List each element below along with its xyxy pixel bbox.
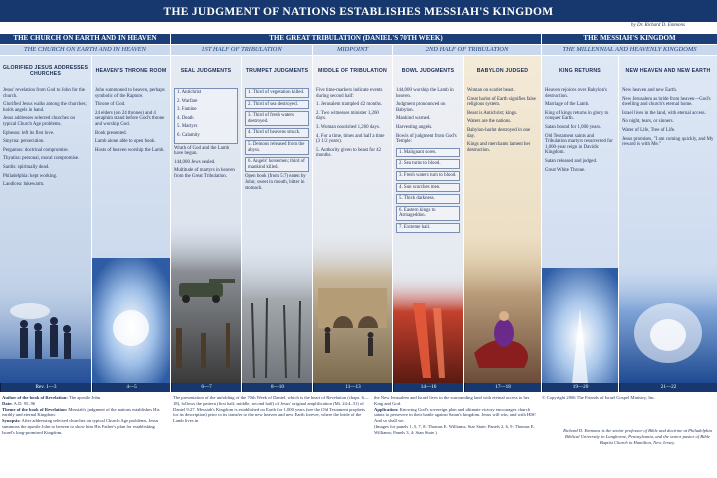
column-item: Jesus promises, "I am coming quickly, and My reward is with Me." <box>622 136 714 148</box>
column-item: New Jerusalem as bride from heaven—God's dwelling and church's eternal home. <box>622 96 711 108</box>
subheader-first-half: 1ST HALF OF TRIBULATION <box>171 45 312 55</box>
column-item: 4. Death <box>177 115 194 121</box>
column-item: Great White Throne. <box>545 167 586 173</box>
column-item: Beast is Antichrist; kings. <box>467 110 518 116</box>
column-item: Lamb alone able to open book. <box>95 139 156 145</box>
column-item: 6. Angels' horsemen; third of mankind killed. <box>245 157 309 172</box>
column-bowls <box>393 56 463 383</box>
column-item: Smyrna: persecution. <box>3 139 45 145</box>
column-item: Woman on scarlet beast. <box>467 88 515 93</box>
column-item: 5. Thick darkness. <box>396 194 460 204</box>
column-head: MIDDLE OF TRIBULATION <box>318 67 387 74</box>
note-label: Theme of the book of Revelation: <box>2 406 68 412</box>
column-item: Water of Life, Tree of Life. <box>622 127 676 133</box>
column-king-returns <box>542 56 618 383</box>
copyright: © Copyright 2006 The Friends of Israel Gospel Ministry, Inc. <box>542 395 656 400</box>
column-churches <box>0 56 91 383</box>
note-value: Knowing God's sovereign plan and ultimate victory encourages church saints to persevere in their battle against Satan's kingdom. Jesus will win, and with HIS! And so shall we. <box>374 406 536 424</box>
column-item: Thyatira: personal, moral compromise. <box>3 156 80 162</box>
jerusalem-illustration <box>313 233 392 383</box>
column-item: Ephesus: left its first love. <box>3 130 55 136</box>
column-item: 1. Antichrist <box>177 90 202 95</box>
header-kingdom: THE MESSIAH'S KINGDOM <box>542 34 717 44</box>
column-item: Harvesting angels. <box>396 124 433 130</box>
column-item: Marriage of the Lamb. <box>545 102 590 108</box>
bowl-judgments-illustration <box>393 273 463 383</box>
column-item: Multitude of martyrs in heaven from the Great Tribulation. <box>174 168 235 179</box>
trumpet-judgments-illustration <box>242 243 312 383</box>
column-item: Judgment pronounced on Babylon. <box>396 102 446 113</box>
babylon-illustration <box>464 233 541 383</box>
column-head: KING RETURNS <box>559 67 601 74</box>
ref-label: 14—16 <box>393 383 463 392</box>
subheader-church: THE CHURCH ON EARTH AND IN HEAVEN <box>0 45 170 55</box>
column-item: Throne of God. <box>95 102 126 108</box>
header-tribulation: THE GREAT TRIBULATION (DANIEL'S 70TH WEEK) <box>171 34 541 44</box>
column-item: 2. Sea turns to blood. <box>396 159 460 169</box>
notes-right <box>374 395 538 475</box>
glorified-jesus-illustration <box>0 273 91 383</box>
column-head: TRUMPET JUDGMENTS <box>245 67 309 74</box>
column-item: Waters are the nations. <box>467 119 512 125</box>
column-item: Hosts of heaven worship the Lamb. <box>95 147 165 153</box>
ref-label: Rev. 1—3 <box>0 383 91 392</box>
column-item: 4. Third of heavens struck. <box>245 128 309 138</box>
note-value: the New Jerusalem and Israel lives in the surrounding land with eternal access to her King and God. <box>374 395 530 406</box>
column-item: Satan bound for 1,000 years. <box>545 124 602 130</box>
column-head: BABYLON JUDGED <box>476 67 529 74</box>
column-item: King of kings returns in glory to conquer Earth. <box>545 110 609 122</box>
column-item: Wrath of God and the Lamb have begun. <box>174 145 230 157</box>
column-item: Glorified Jesus walks among the churches; holds angels in hand. <box>3 102 87 113</box>
column-item: Satan released and judged. <box>545 158 598 164</box>
column-throne-room <box>92 56 170 383</box>
column-item: Great harlot of Earth signifies false religious system. <box>467 96 536 108</box>
column-item: 1. Jerusalem trampled 42 months. <box>316 102 383 108</box>
column-item: 7. Extreme hail. <box>396 223 460 233</box>
column-head: GLORIFIED JESUS ADDRESSES CHURCHES <box>2 64 89 77</box>
ref-label: 17—18 <box>464 383 541 392</box>
column-item: 3. Fresh waters turn to blood. <box>396 171 460 181</box>
column-item: Pergamos: doctrinal compromise. <box>3 147 69 153</box>
note-label: Date: <box>2 400 13 406</box>
column-item: Old Testament saints and Tribulation martyrs resurrected for 1,000-year reign in Davidic Kingdom. <box>545 133 613 156</box>
new-jerusalem-illustration <box>619 263 717 383</box>
throne-room-illustration <box>92 258 170 383</box>
column-item: 24 elders (on 24 thrones) and 4 seraphim stand before God's throne and worship God. <box>95 110 165 127</box>
ref-label: 8—10 <box>242 383 312 392</box>
column-item: Israel lives in the land, with eternal access. <box>622 110 706 116</box>
column-item: Sardis: spiritually dead. <box>3 164 50 170</box>
ref-label: 21—22 <box>619 383 717 392</box>
column-item: Kings and merchants lament her destruction. <box>467 142 531 153</box>
note-label: Synopsis: <box>2 418 21 424</box>
king-returns-illustration <box>542 268 618 383</box>
column-item: Jesus addresses selected churches on typical Church Age problems. <box>3 116 75 127</box>
column-item: 5. Authority given to beast for 42 months. <box>316 147 382 159</box>
column-item: 6. Eastern kings to Armageddon. <box>396 206 460 221</box>
note-value: Messiah's judgment of the nations establishes His earthly and eternal Kingdom. <box>2 406 160 418</box>
subheader-second-half: 2ND HALF OF TRIBULATION <box>393 45 541 55</box>
ref-label: 4—5 <box>92 383 170 392</box>
column-item: Open book (from 5:7) eaten by John; sweet in mouth, bitter in stomach. <box>245 174 306 191</box>
author-credit: by Dr. Richard D. Emmons <box>631 23 685 28</box>
column-item: 1. Third of vegetation killed. <box>245 88 309 98</box>
note-value: The apostle John <box>68 395 101 400</box>
column-item: Mankind warned. <box>396 116 431 122</box>
note-value: After addressing selected churches on typical Church Age problems, Jesus summons the apostle John to heaven to show him His Father's plan for establishing Israel's long-promised Kingdom. <box>2 418 159 435</box>
column-item: 144,000 Jews sealed. <box>174 159 216 165</box>
column-item: 3. Famine <box>177 107 197 113</box>
column-head: SEAL JUDGMENTS <box>180 67 232 74</box>
column-new-heaven <box>619 56 717 383</box>
subheader-kingdoms: THE MILLENNIAL AND HEAVENLY KINGDOMS <box>542 45 717 55</box>
column-item: 5. Martyrs <box>177 124 198 130</box>
note-value: A.D. 95–96 <box>13 400 36 406</box>
column-item: 3. Woman nourished 1,260 days. <box>316 124 381 130</box>
header-church: THE CHURCH ON EARTH AND IN HEAVEN <box>0 34 170 44</box>
column-item: Heaven rejoices over Babylon's destruction. <box>545 88 607 99</box>
column-head: HEAVEN'S THRONE ROOM <box>95 67 167 74</box>
column-item: 5. Demons released from the abyss. <box>245 140 309 155</box>
column-item: 144,000 worship the Lamb in heaven. <box>396 88 454 99</box>
column-item: 2. Two witnesses minister 1,260 days. <box>316 110 379 122</box>
column-item: No night, tears, or sinners. <box>622 119 674 125</box>
author-bio: Richard D. Emmons is the senior professor of Bible and doctrine at Philadelphia Biblical University in Langhorne, Pennsylvania, and the senior pastor of Bible Baptist Church in Hamilton, New Jersey. <box>563 428 712 445</box>
notes-left <box>2 395 168 475</box>
column-item: Babylon-harlot destroyed in one day. <box>467 127 531 139</box>
column-babylon <box>464 56 541 383</box>
column-item: Book presented. <box>95 130 127 136</box>
column-item: Philadelphia: kept working. <box>3 173 58 179</box>
notes-middle: The presentation of the unfolding of the 70th Week of Daniel, which is the heart of Revelation (chaps. 6—18), follows the pattern (first half, middle, second half) of Jesus' original amplification (Mt. 24:4–31) of Daniel 9:27. Messiah's Kingdom is established on Earth for 1,000 years (see the Old Testament prophets for its description) prior to its transfer to the new heaven and new Earth forever, where the bride of the Lamb lives in <box>173 395 369 424</box>
column-item: Five time-markers indicate events during second half: <box>316 88 383 99</box>
column-item: 2. Warfare <box>177 98 198 104</box>
column-item: 1. Malignant sores. <box>396 148 460 158</box>
column-item: 4. Sun scorches men. <box>396 183 460 193</box>
column-trumpets <box>242 56 312 383</box>
column-item: New heaven and new Earth. <box>622 88 677 93</box>
column-item: John summoned to heaven, perhaps symbolic of the Rapture. <box>95 88 165 99</box>
chart-title: THE JUDGMENT OF NATIONS ESTABLISHES MESSIAH'S KINGDOM <box>0 0 717 22</box>
column-midpoint <box>313 56 392 383</box>
column-item: Jesus' revelation from God to John for the church. <box>3 88 85 99</box>
seal-judgments-illustration <box>171 223 241 383</box>
ref-label: 19—20 <box>542 383 618 392</box>
column-item: 3. Third of fresh waters destroyed. <box>245 111 309 126</box>
ref-label: 6—7 <box>171 383 241 392</box>
column-seals <box>171 56 241 383</box>
column-head: BOWL JUDGMENTS <box>401 67 455 74</box>
note-label: Application: <box>374 406 399 412</box>
note-label: Author of the book of Revelation: <box>2 395 68 400</box>
column-head: NEW HEAVEN AND NEW EARTH <box>625 67 711 74</box>
column-item: Bowls of judgment from God's Temple: <box>396 133 457 145</box>
image-credits: (Images for panels 1, 5, 7, 8: Thomas E. Williams, Star State; Panels 2, 6, 9: Thomas E. Williams; Panels 3, 4: Stan State.) <box>374 423 535 435</box>
column-item: 2. Third of sea destroyed. <box>245 100 309 110</box>
subheader-midpoint: MIDPOINT <box>313 45 392 55</box>
ref-label: 11—13 <box>313 383 392 392</box>
column-item: 4. For a time, times and half a time (3 1/2 years). <box>316 133 385 145</box>
column-item: 6. Calamity <box>177 132 200 138</box>
column-item: Laodicea: lukewarm. <box>3 182 45 188</box>
